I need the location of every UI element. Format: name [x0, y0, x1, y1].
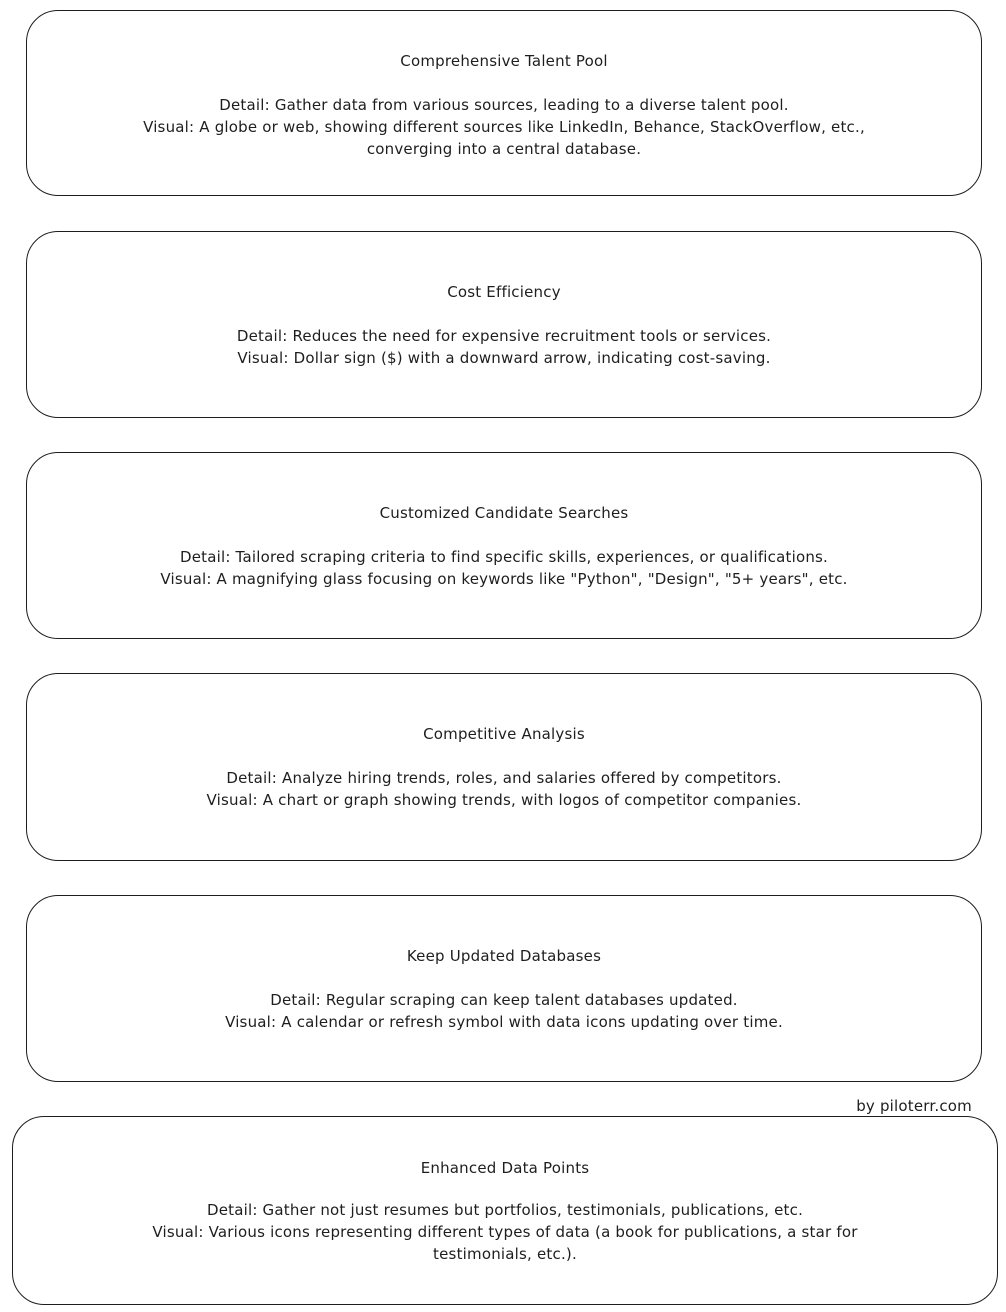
- card-comprehensive-talent-pool: [26, 10, 982, 196]
- card-detail: Detail: Analyze hiring trends, roles, and salaries offered by competitors.: [226, 769, 782, 787]
- card-visual-line: Visual: A chart or graph showing trends, with logos of competitor companies.: [206, 791, 802, 809]
- card-competitive-analysis: [26, 673, 982, 861]
- card-body: [152, 1199, 857, 1265]
- card-title: Comprehensive Talent Pool: [400, 52, 608, 70]
- credit-text: by piloterr.com: [856, 1097, 972, 1115]
- card-detail: Detail: Regular scraping can keep talent databases updated.: [270, 990, 738, 1009]
- card-visual-line: Visual: Dollar sign ($) with a downward arrow, indicating cost-saving.: [237, 348, 771, 367]
- card-title: Keep Updated Databases: [406, 946, 602, 965]
- card-detail: Detail: Gather data from various sources, leading to a diverse talent pool.: [219, 96, 789, 114]
- card-detail: Detail: Reduces the need for expensive recruitment tools or services.: [236, 326, 772, 345]
- card-keep-updated-databases: [26, 895, 982, 1082]
- card-title: Enhanced Data Points: [420, 1158, 590, 1177]
- card-title: Customized Candidate Searches: [379, 503, 629, 522]
- card-visual-line: converging into a central database.: [366, 140, 642, 158]
- card-visual-line: Visual: A magnifying glass focusing on keywords like "Python", "Design", "5+ years", etc.: [160, 569, 848, 588]
- card-body: [237, 325, 771, 369]
- card-enhanced-data-points: [12, 1116, 998, 1305]
- card-customized-candidate-searches: [26, 452, 982, 639]
- card-visual-line: Visual: A globe or web, showing different sources like LinkedIn, Behance, StackOverflow, etc.,: [143, 118, 865, 136]
- card-visual-line: Visual: Various icons representing different types of data (a book for publications, a star for: [152, 1222, 858, 1241]
- card-title: Cost Efficiency: [447, 282, 561, 301]
- card-body: [143, 94, 865, 160]
- card-title: Competitive Analysis: [423, 725, 585, 743]
- card-cost-efficiency: [26, 231, 982, 418]
- card-body: [207, 767, 802, 811]
- card-visual-line: Visual: A calendar or refresh symbol with data icons updating over time.: [225, 1012, 783, 1031]
- card-visual-line: testimonials, etc.).: [433, 1244, 577, 1263]
- card-detail: Detail: Gather not just resumes but portfolios, testimonials, publications, etc.: [206, 1200, 804, 1219]
- card-detail: Detail: Tailored scraping criteria to find specific skills, experiences, or qualifications.: [179, 547, 829, 566]
- card-body: [160, 546, 847, 590]
- card-body: [225, 989, 783, 1033]
